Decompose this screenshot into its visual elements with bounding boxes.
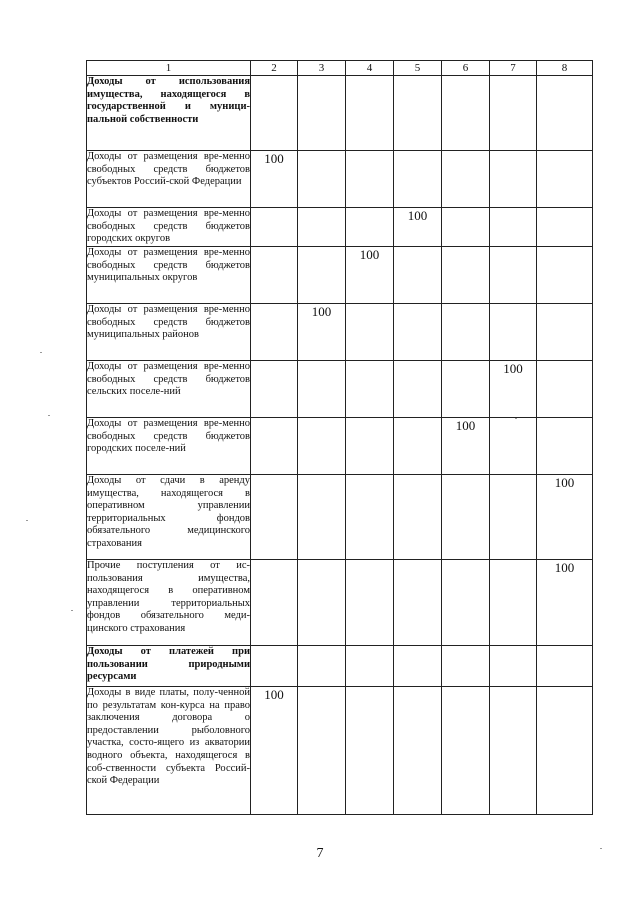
column-header-3: 3 bbox=[298, 61, 346, 76]
column-header-8: 8 bbox=[537, 61, 593, 76]
revenue-description-cell: Доходы в виде платы, полу-ченной по результатам кон-курса на право заключения договора о предоставлении рыболовного участка, состо-ящего из акватории водного объекта, находящегося в соб-ственности субъекта Россий-ской Федерации bbox=[87, 687, 251, 815]
table-row bbox=[87, 560, 593, 646]
revenue-description-cell: Доходы от размещения вре-менно свободных средств бюджетов городских поселе-ний bbox=[87, 418, 251, 475]
table-row bbox=[87, 304, 593, 361]
column-header-2: 2 bbox=[251, 61, 298, 76]
empty-value-cell bbox=[298, 151, 346, 208]
empty-value-cell bbox=[394, 560, 442, 646]
empty-value-cell bbox=[298, 418, 346, 475]
table-row bbox=[87, 418, 593, 475]
empty-value-cell bbox=[346, 418, 394, 475]
empty-value-cell bbox=[394, 646, 442, 687]
empty-value-cell bbox=[298, 646, 346, 687]
empty-value-cell bbox=[251, 646, 298, 687]
empty-value-cell bbox=[537, 304, 593, 361]
empty-value-cell bbox=[537, 361, 593, 418]
empty-value-cell bbox=[442, 151, 490, 208]
empty-value-cell bbox=[490, 475, 537, 560]
revenue-description-cell: Доходы от размещения вре-менно свободных средств бюджетов субъектов Россий-ской Федерации bbox=[87, 151, 251, 208]
percentage-value-cell: 100 bbox=[537, 475, 593, 560]
table-row bbox=[87, 475, 593, 560]
empty-value-cell bbox=[490, 646, 537, 687]
empty-value-cell bbox=[537, 208, 593, 247]
revenue-description-cell: Доходы от размещения вре-менно свободных средств бюджетов муниципальных районов bbox=[87, 304, 251, 361]
revenue-description-cell: Доходы от размещения вре-менно свободных средств бюджетов городских округов bbox=[87, 208, 251, 247]
empty-value-cell bbox=[442, 304, 490, 361]
empty-value-cell bbox=[394, 151, 442, 208]
empty-value-cell bbox=[298, 361, 346, 418]
empty-value-cell bbox=[442, 475, 490, 560]
column-header-4: 4 bbox=[346, 61, 394, 76]
empty-value-cell bbox=[394, 475, 442, 560]
table-row bbox=[87, 151, 593, 208]
empty-value-cell bbox=[394, 418, 442, 475]
scan-speck bbox=[26, 520, 28, 521]
column-header-6: 6 bbox=[442, 61, 490, 76]
percentage-value-cell: 100 bbox=[394, 208, 442, 247]
revenue-description-cell: Доходы от размещения вре-менно свободных средств бюджетов муниципальных округов bbox=[87, 247, 251, 304]
empty-value-cell bbox=[537, 687, 593, 815]
empty-value-cell bbox=[442, 247, 490, 304]
percentage-value-cell: 100 bbox=[251, 151, 298, 208]
empty-value-cell bbox=[346, 361, 394, 418]
empty-value-cell bbox=[251, 361, 298, 418]
empty-value-cell bbox=[537, 646, 593, 687]
empty-value-cell bbox=[442, 361, 490, 418]
empty-value-cell bbox=[346, 76, 394, 151]
empty-value-cell bbox=[537, 76, 593, 151]
empty-value-cell bbox=[251, 560, 298, 646]
column-header-5: 5 bbox=[394, 61, 442, 76]
percentage-value-cell: 100 bbox=[346, 247, 394, 304]
table-row bbox=[87, 361, 593, 418]
empty-value-cell bbox=[394, 687, 442, 815]
empty-value-cell bbox=[442, 560, 490, 646]
percentage-value-cell: 100 bbox=[490, 361, 537, 418]
empty-value-cell bbox=[346, 646, 394, 687]
empty-value-cell bbox=[490, 687, 537, 815]
empty-value-cell bbox=[346, 560, 394, 646]
section-heading-cell: Доходы от использования имущества, находящегося в государственной и муници-пальной собственности bbox=[87, 76, 251, 151]
empty-value-cell bbox=[442, 687, 490, 815]
empty-value-cell bbox=[490, 247, 537, 304]
empty-value-cell bbox=[298, 247, 346, 304]
column-header-7: 7 bbox=[490, 61, 537, 76]
empty-value-cell bbox=[490, 304, 537, 361]
empty-value-cell bbox=[251, 475, 298, 560]
percentage-value-cell: 100 bbox=[251, 687, 298, 815]
percentage-value-cell: 100 bbox=[442, 418, 490, 475]
table-row bbox=[87, 76, 593, 151]
empty-value-cell bbox=[537, 418, 593, 475]
empty-value-cell bbox=[298, 687, 346, 815]
table-header-row bbox=[87, 61, 593, 76]
table-row bbox=[87, 646, 593, 687]
table-row bbox=[87, 247, 593, 304]
revenue-distribution-table bbox=[86, 60, 593, 815]
empty-value-cell bbox=[346, 208, 394, 247]
page-number: 7 bbox=[316, 846, 324, 861]
empty-value-cell bbox=[394, 361, 442, 418]
empty-value-cell bbox=[490, 560, 537, 646]
empty-value-cell bbox=[298, 208, 346, 247]
empty-value-cell bbox=[251, 76, 298, 151]
scan-speck bbox=[40, 352, 42, 353]
empty-value-cell bbox=[490, 208, 537, 247]
empty-value-cell bbox=[490, 76, 537, 151]
scan-speck bbox=[71, 610, 73, 611]
empty-value-cell bbox=[346, 304, 394, 361]
percentage-value-cell: 100 bbox=[537, 560, 593, 646]
empty-value-cell bbox=[490, 151, 537, 208]
table-row bbox=[87, 687, 593, 815]
section-heading-cell: Доходы от платежей при пользовании природными ресурсами bbox=[87, 646, 251, 687]
empty-value-cell bbox=[251, 208, 298, 247]
empty-value-cell bbox=[537, 151, 593, 208]
column-header-1: 1 bbox=[87, 61, 251, 76]
empty-value-cell bbox=[298, 475, 346, 560]
empty-value-cell bbox=[394, 304, 442, 361]
revenue-description-cell: Доходы от размещения вре-менно свободных средств бюджетов сельских поселе-ний bbox=[87, 361, 251, 418]
empty-value-cell bbox=[490, 418, 537, 475]
empty-value-cell bbox=[346, 151, 394, 208]
scan-speck bbox=[48, 415, 50, 416]
empty-value-cell bbox=[442, 76, 490, 151]
empty-value-cell bbox=[394, 247, 442, 304]
empty-value-cell bbox=[442, 208, 490, 247]
table-row bbox=[87, 208, 593, 247]
revenue-description-cell: Доходы от сдачи в аренду имущества, находящегося в оперативном управлении территориальных фондов обязательного медицинского страхования bbox=[87, 475, 251, 560]
empty-value-cell bbox=[298, 560, 346, 646]
empty-value-cell bbox=[346, 475, 394, 560]
scan-speck bbox=[515, 418, 517, 419]
empty-value-cell bbox=[251, 247, 298, 304]
empty-value-cell bbox=[442, 646, 490, 687]
empty-value-cell bbox=[346, 687, 394, 815]
empty-value-cell bbox=[298, 76, 346, 151]
empty-value-cell bbox=[537, 247, 593, 304]
empty-value-cell bbox=[251, 304, 298, 361]
scan-speck bbox=[600, 848, 602, 849]
revenue-description-cell: Прочие поступления от ис-пользования имущества, находящегося в оперативном управлении территориальных фондов обязательного меди-цинского страхования bbox=[87, 560, 251, 646]
percentage-value-cell: 100 bbox=[298, 304, 346, 361]
empty-value-cell bbox=[394, 76, 442, 151]
empty-value-cell bbox=[251, 418, 298, 475]
